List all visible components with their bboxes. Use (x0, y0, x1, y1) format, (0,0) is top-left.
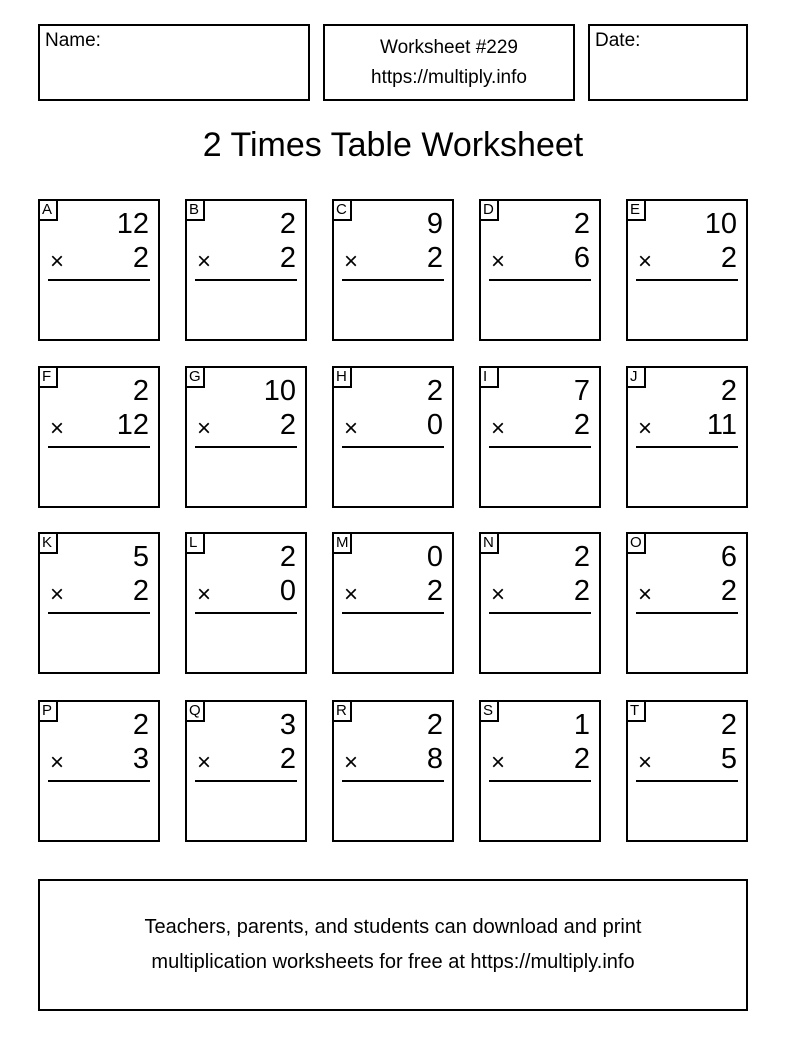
problem-card[interactable] (332, 199, 454, 341)
problem-letter: A (38, 199, 58, 221)
problem-letter: T (626, 700, 646, 722)
answer-line (195, 446, 297, 448)
multiplier: 2 (573, 409, 590, 441)
answer-line (636, 446, 738, 448)
multiplier: 3 (132, 743, 149, 775)
times-icon: × (344, 248, 359, 275)
problem-letter: F (38, 366, 58, 388)
problem-card[interactable] (185, 532, 307, 674)
multiplier: 2 (279, 242, 296, 274)
times-icon: × (344, 581, 359, 608)
multiplicand: 2 (426, 375, 443, 407)
footer-note (38, 879, 748, 1011)
multiplier: 2 (720, 242, 737, 274)
multiplicand: 9 (426, 208, 443, 240)
times-icon: × (491, 749, 506, 776)
multiplicand: 2 (573, 541, 590, 573)
multiplier: 8 (426, 743, 443, 775)
answer-line (636, 279, 738, 281)
times-icon: × (50, 749, 65, 776)
problem-card[interactable] (332, 532, 454, 674)
times-icon: × (638, 581, 653, 608)
times-icon: × (197, 415, 212, 442)
problem-letter: G (185, 366, 205, 388)
multiplier: 6 (573, 242, 590, 274)
times-icon: × (344, 749, 359, 776)
multiplicand: 10 (704, 208, 737, 240)
multiplicand: 2 (720, 709, 737, 741)
answer-line (489, 612, 591, 614)
multiplicand: 2 (279, 208, 296, 240)
problem-card[interactable] (626, 532, 748, 674)
problem-card[interactable] (38, 199, 160, 341)
multiplicand: 2 (132, 709, 149, 741)
problem-letter: E (626, 199, 646, 221)
multiplicand: 12 (116, 208, 149, 240)
name-box[interactable] (38, 24, 310, 101)
problem-card[interactable] (479, 700, 601, 842)
multiplier: 2 (132, 575, 149, 607)
problem-letter: J (626, 366, 646, 388)
footer-line-1: Teachers, parents, and students can download and print (144, 916, 642, 938)
answer-line (489, 446, 591, 448)
times-icon: × (197, 749, 212, 776)
problem-card[interactable] (332, 700, 454, 842)
answer-line (342, 279, 444, 281)
answer-line (489, 279, 591, 281)
page-title: 2 Times Table Worksheet (202, 126, 584, 164)
multiplicand: 2 (573, 208, 590, 240)
multiplier: 2 (573, 575, 590, 607)
problem-letter: S (479, 700, 499, 722)
multiplicand: 2 (426, 709, 443, 741)
problem-card[interactable] (626, 700, 748, 842)
problem-letter: B (185, 199, 205, 221)
answer-line (48, 612, 150, 614)
problem-letter: M (332, 532, 352, 554)
times-icon: × (50, 248, 65, 275)
times-icon: × (638, 749, 653, 776)
times-icon: × (638, 415, 653, 442)
multiplier: 2 (279, 743, 296, 775)
times-icon: × (50, 581, 65, 608)
problem-card[interactable] (626, 199, 748, 341)
multiplicand: 2 (132, 375, 149, 407)
multiplicand: 10 (263, 375, 296, 407)
multiplier: 12 (116, 409, 149, 441)
multiplicand: 0 (426, 541, 443, 573)
answer-line (636, 780, 738, 782)
problem-card[interactable] (38, 532, 160, 674)
times-icon: × (491, 581, 506, 608)
answer-line (342, 612, 444, 614)
name-label: Name: (45, 30, 101, 51)
times-icon: × (491, 415, 506, 442)
problem-letter: L (185, 532, 205, 554)
worksheet-url: https://multiply.info (371, 66, 527, 88)
multiplier: 5 (720, 743, 737, 775)
problem-letter: H (332, 366, 352, 388)
date-box[interactable] (588, 24, 748, 101)
problem-letter: P (38, 700, 58, 722)
problem-card[interactable] (185, 700, 307, 842)
footer-line-2: multiplication worksheets for free at https://multiply.info (151, 951, 635, 973)
multiplicand: 3 (279, 709, 296, 741)
multiplier: 2 (720, 575, 737, 607)
problem-letter: K (38, 532, 58, 554)
problem-letter: O (626, 532, 646, 554)
answer-line (489, 780, 591, 782)
answer-line (342, 780, 444, 782)
problem-letter: R (332, 700, 352, 722)
problem-card[interactable] (479, 532, 601, 674)
problem-letter: N (479, 532, 499, 554)
date-label: Date: (595, 30, 641, 51)
multiplicand: 5 (132, 541, 149, 573)
multiplicand: 2 (279, 541, 296, 573)
times-icon: × (197, 581, 212, 608)
answer-line (48, 279, 150, 281)
worksheet-number: Worksheet #229 (379, 36, 518, 58)
times-icon: × (197, 248, 212, 275)
times-icon: × (638, 248, 653, 275)
problem-letter: D (479, 199, 499, 221)
times-icon: × (344, 415, 359, 442)
multiplier: 11 (706, 409, 737, 441)
answer-line (48, 780, 150, 782)
problem-card[interactable] (479, 199, 601, 341)
problem-letter: C (332, 199, 352, 221)
problem-card[interactable] (626, 366, 748, 508)
answer-line (195, 612, 297, 614)
multiplier: 2 (426, 575, 443, 607)
problem-card[interactable] (38, 366, 160, 508)
multiplier: 0 (279, 575, 296, 607)
multiplicand: 1 (573, 709, 590, 741)
answer-line (636, 612, 738, 614)
multiplicand: 7 (573, 375, 590, 407)
problem-letter: Q (185, 700, 205, 722)
problem-letter: I (479, 366, 499, 388)
multiplicand: 2 (720, 375, 737, 407)
answer-line (342, 446, 444, 448)
problem-card[interactable] (332, 366, 454, 508)
times-icon: × (491, 248, 506, 275)
problem-card[interactable] (38, 700, 160, 842)
answer-line (195, 780, 297, 782)
problem-card[interactable] (185, 199, 307, 341)
answer-line (195, 279, 297, 281)
worksheet-info-box (323, 24, 575, 101)
multiplier: 2 (426, 242, 443, 274)
multiplier: 0 (426, 409, 443, 441)
multiplicand: 6 (720, 541, 737, 573)
answer-line (48, 446, 150, 448)
times-icon: × (50, 415, 65, 442)
problem-card[interactable] (479, 366, 601, 508)
multiplier: 2 (573, 743, 590, 775)
problem-card[interactable] (185, 366, 307, 508)
multiplier: 2 (279, 409, 296, 441)
multiplier: 2 (132, 242, 149, 274)
